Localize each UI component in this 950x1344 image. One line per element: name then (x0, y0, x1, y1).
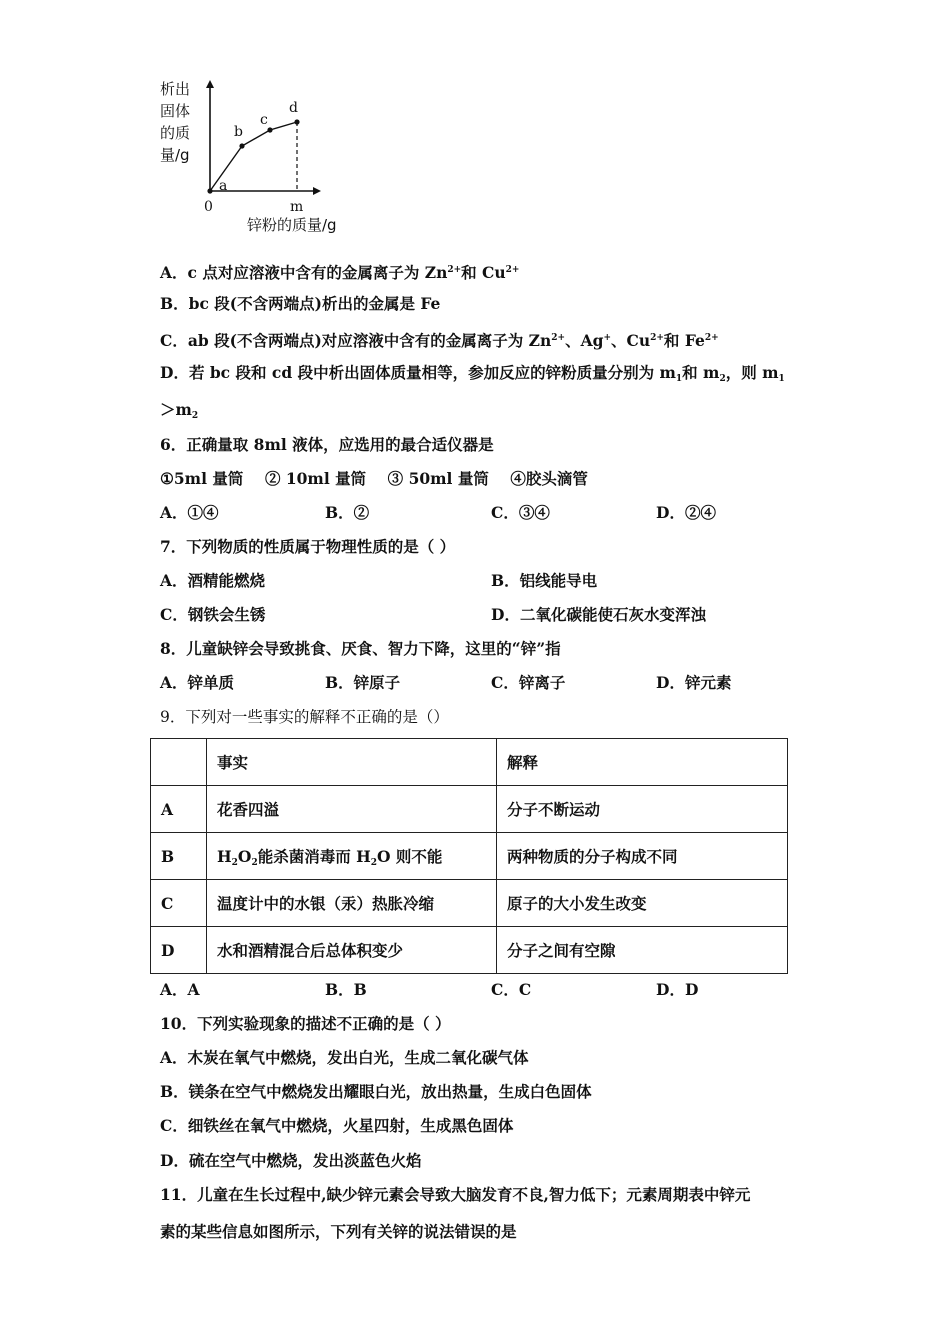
x-axis-arrow (313, 187, 321, 195)
row-fact: $H_2O_2$能杀菌消毒而 $H_2O$ 则不能 (207, 833, 497, 880)
table-row (151, 927, 788, 974)
q10-option-a: A．木炭在氧气中燃烧，发出白光，生成二氧化碳气体 (160, 1048, 529, 1067)
row-explain: 分子之间有空隙 (497, 927, 788, 974)
q8-option-c: C．锌离子 (491, 673, 566, 692)
row-label: B (151, 833, 207, 880)
row-explain: 两种物质的分子构成不同 (497, 833, 788, 880)
label-d: d (289, 100, 298, 116)
table-row (151, 786, 788, 833)
q5-option-a: A．c 点对应溶液中含有的金属离子为 $Zn^{2+}$和 $Cu^{2+}$ (160, 263, 520, 282)
q7-option-c: C．钢铁会生锈 (160, 605, 266, 624)
q8-stem: 8．儿童缺锌会导致挑食、厌食、智力下降，这里的“锌”指 (160, 639, 561, 658)
mass-graph (155, 78, 365, 238)
q11-line-1: 11．儿童在生长过程中,缺少锌元素会导致大脑发育不良,智力低下；元素周期表中锌元 (160, 1185, 751, 1204)
point-a (207, 188, 212, 193)
row-explain: 分子不断运动 (497, 786, 788, 833)
q5-option-b: B．bc 段(不含两端点)析出的金属是 Fe (160, 294, 441, 313)
row-label: A (151, 786, 207, 833)
row-fact: 温度计中的水银（汞）热胀冷缩 (207, 880, 497, 927)
row-fact: 水和酒精混合后总体积变少 (207, 927, 497, 974)
q6-option-b: B．② (325, 503, 370, 522)
q9-stem: 9．下列对一些事实的解释不正确的是（） (160, 708, 449, 726)
facts-table (150, 738, 788, 974)
q11-line-2: 素的某些信息如图所示，下列有关锌的说法错误的是 (160, 1222, 517, 1241)
y-axis-label (160, 80, 190, 164)
point-c (267, 127, 272, 132)
q10-option-b: B．镁条在空气中燃烧发出耀眼白光，放出热量，生成白色固体 (160, 1082, 592, 1101)
q6-items: ①5ml 量筒 ② 10ml 量筒 ③ 50ml 量筒 ④胶头滴管 (160, 469, 588, 488)
header-cell-explain: 解释 (497, 739, 788, 786)
q6-option-a: A．①④ (160, 503, 219, 522)
q5-option-c: C．ab 段(不含两端点)对应溶液中含有的金属离子为 $Zn^{2+}$、Ag+、$Cu^{2+}$和 $Fe^{2+}$ (160, 331, 719, 350)
q9-option-c: C．C (491, 980, 532, 999)
q10-option-c: C．细铁丝在氧气中燃烧，火星四射，生成黑色固体 (160, 1116, 514, 1135)
q7-option-a: A．酒精能燃烧 (160, 571, 266, 590)
q7-stem: 7．下列物质的性质属于物理性质的是（ ） (160, 537, 456, 556)
label-a: a (219, 178, 228, 194)
y-label-line-3: 的质 (160, 124, 191, 142)
row-fact: 花香四溢 (207, 786, 497, 833)
q6-option-c: C．③④ (491, 503, 550, 522)
q10-stem: 10．下列实验现象的描述不正确的是（ ） (160, 1014, 451, 1033)
table-row (151, 880, 788, 927)
y-axis-arrow (206, 80, 214, 88)
row-label: D (151, 927, 207, 974)
point-b (239, 143, 244, 148)
label-c: c (260, 112, 268, 128)
row-explain: 原子的大小发生改变 (497, 880, 788, 927)
q9-option-a: A．A (160, 980, 200, 999)
m-tick-label: m (290, 199, 304, 215)
y-label-line-1: 析出 (160, 80, 191, 98)
q8-option-a: A．锌单质 (160, 673, 235, 692)
y-label-line-2: 固体 (160, 102, 191, 120)
q6-option-d: D．②④ (656, 503, 716, 522)
q8-option-d: D．锌元素 (656, 673, 732, 692)
label-b: b (234, 124, 243, 140)
header-cell-label (151, 739, 207, 786)
table-row (151, 833, 788, 880)
q9-option-d: D．D (656, 980, 699, 999)
origin-label: 0 (204, 199, 213, 215)
q8-option-b: B．锌原子 (325, 673, 401, 692)
y-label-line-4: 量/g (160, 146, 190, 164)
q9-option-b: B．B (325, 980, 367, 999)
q7-option-b: B．铝线能导电 (491, 571, 598, 590)
point-d (294, 119, 299, 124)
q5-option-d-cont: $>m_2$ (160, 400, 199, 421)
row-label: C (151, 880, 207, 927)
q5-option-d: D．若 bc 段和 cd 段中析出固体质量相等，参加反应的锌粉质量分别为 $m_1$和 $m_2$，则 $m_1$ (160, 363, 785, 384)
q7-option-d: D．二氧化碳能使石灰水变浑浊 (491, 605, 706, 624)
q6-stem: 6．正确量取 8ml 液体，应选用的最合适仪器是 (160, 435, 494, 454)
x-axis-label: 锌粉的质量/g (247, 216, 337, 234)
q10-option-d: D．硫在空气中燃烧，发出淡蓝色火焰 (160, 1151, 422, 1170)
header-cell-fact: 事实 (207, 739, 497, 786)
table-header-row (151, 739, 788, 786)
